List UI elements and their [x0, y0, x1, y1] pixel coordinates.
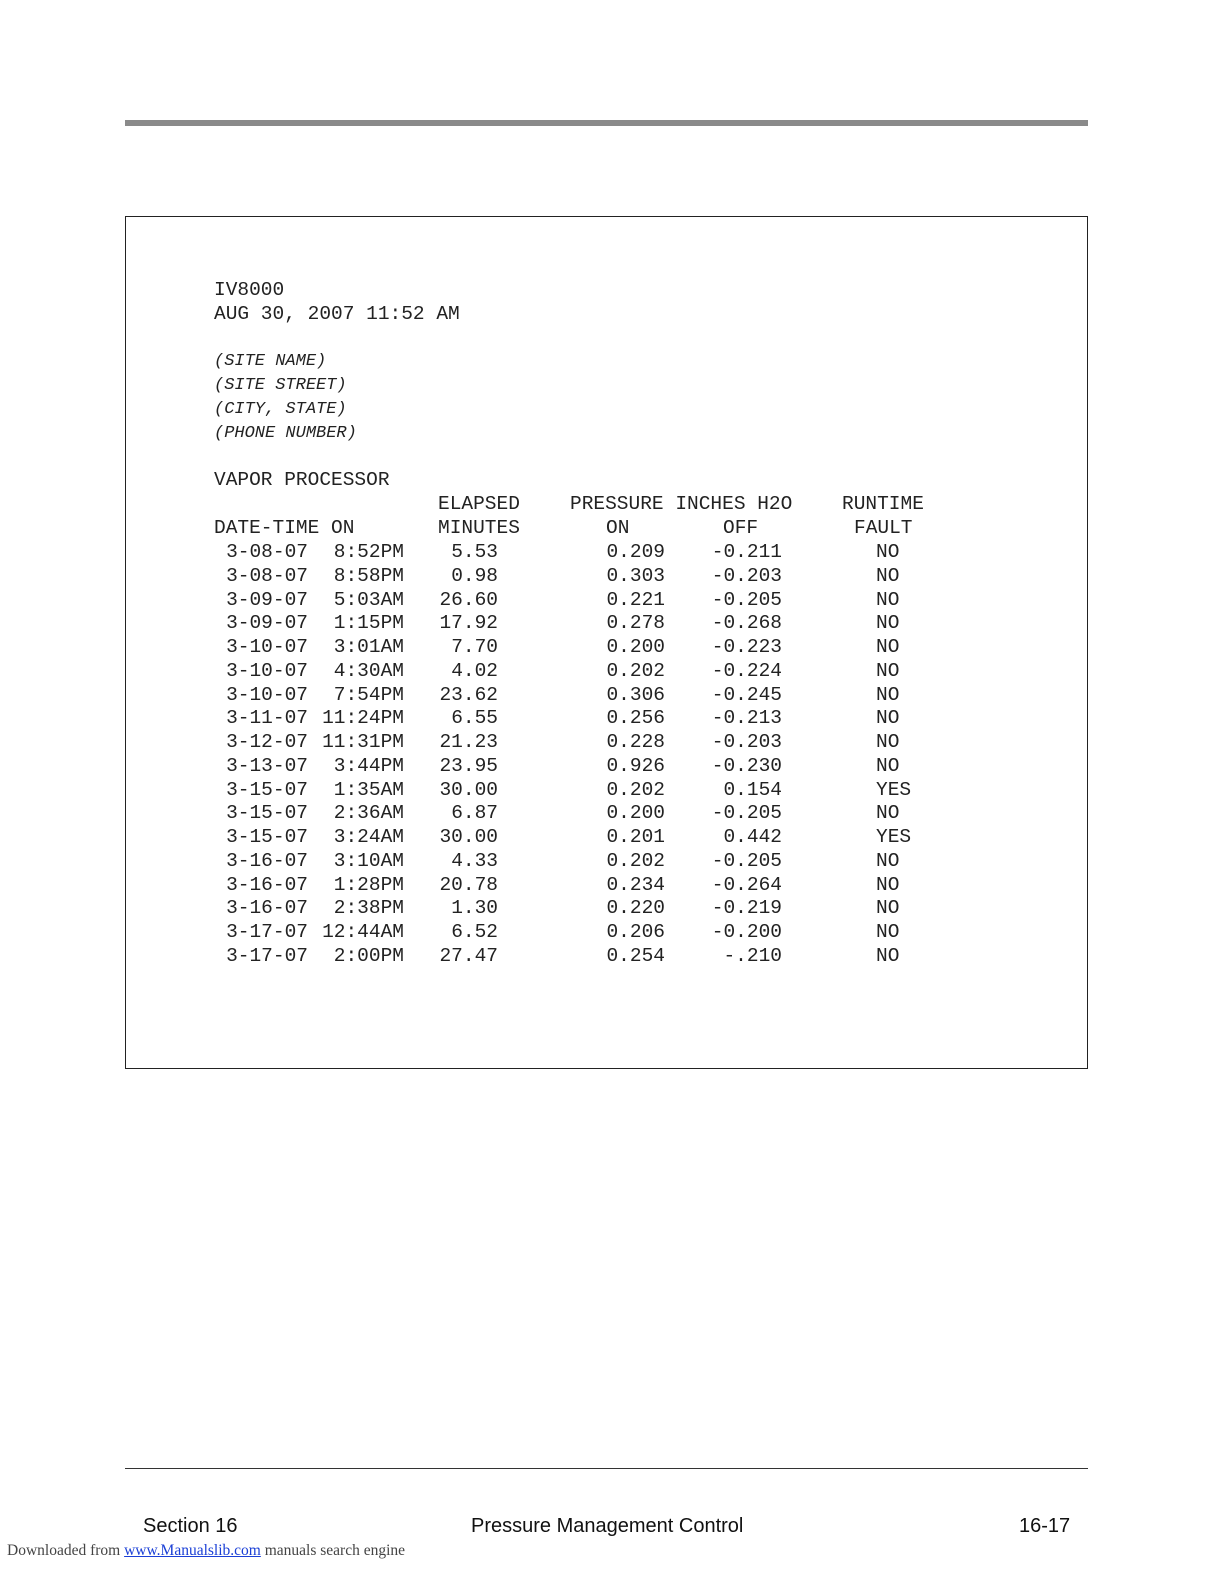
cell-minutes: 6.55 [451, 707, 498, 730]
manualslib-link[interactable]: www.Manualslib.com [124, 1542, 261, 1559]
table-row [126, 896, 1087, 920]
cell-minutes: 4.02 [451, 659, 498, 682]
cell-runtime-fault: NO [876, 873, 900, 896]
cell-pressure-on: 0.206 [606, 921, 665, 943]
cell-runtime-fault: NO [876, 731, 900, 753]
cell-pressure-on: 0.306 [606, 683, 665, 706]
cell-time: 2:38PM [333, 897, 404, 920]
table-row [126, 849, 1087, 873]
cell-pressure-off: -0.264 [711, 873, 782, 896]
cell-pressure-off: -0.200 [711, 921, 782, 943]
cell-time: 7:54PM [333, 683, 404, 706]
table-row [126, 754, 1087, 778]
cell-runtime-fault: NO [876, 802, 900, 825]
cell-pressure-off: -0.219 [711, 897, 782, 920]
cell-date: 3-10-07 [226, 636, 308, 658]
table-row [126, 706, 1087, 730]
site-name: (SITE NAME) [214, 352, 327, 371]
cell-time: 3:10AM [333, 849, 404, 872]
cell-pressure-on: 0.221 [606, 588, 665, 611]
cell-pressure-off: -0.245 [711, 683, 782, 706]
cell-runtime-fault: NO [876, 921, 900, 943]
cell-runtime-fault: NO [876, 588, 900, 611]
watermark-prefix: Downloaded from [7, 1542, 121, 1559]
cell-pressure-off: -0.205 [711, 849, 782, 872]
cell-date: 3-12-07 [226, 731, 308, 753]
cell-pressure-off: -0.205 [711, 802, 782, 825]
cell-pressure-on: 0.200 [606, 636, 665, 658]
cell-minutes: 20.78 [439, 873, 498, 896]
cell-time: 2:36AM [333, 802, 404, 825]
cell-pressure-off: -0.203 [711, 564, 782, 587]
cell-time: 3:44PM [333, 754, 404, 777]
cell-pressure-on: 0.303 [606, 564, 665, 587]
cell-runtime-fault: NO [876, 636, 900, 658]
header-minutes: MINUTES [438, 517, 520, 539]
cell-minutes: 6.87 [451, 802, 498, 825]
site-street: (SITE STREET) [214, 376, 347, 395]
cell-pressure-off: -0.211 [711, 541, 782, 563]
cell-runtime-fault: YES [876, 778, 912, 801]
cell-date: 3-17-07 [226, 944, 308, 967]
cell-time: 3:01AM [333, 636, 404, 658]
table-row [126, 635, 1087, 659]
cell-date: 3-10-07 [226, 683, 308, 706]
table-row [126, 825, 1087, 849]
cell-time: 5:03AM [333, 588, 404, 611]
cell-minutes: 1.30 [451, 897, 498, 920]
cell-date: 3-15-07 [226, 802, 308, 825]
table-row [126, 778, 1087, 802]
cell-date: 3-08-07 [226, 564, 308, 587]
cell-pressure-off: -0.224 [711, 659, 782, 682]
header-off: OFF [723, 517, 759, 539]
header-fault: FAULT [854, 517, 913, 539]
phone-number: (PHONE NUMBER) [214, 424, 357, 443]
cell-pressure-off: -0.230 [711, 754, 782, 777]
cell-time: 8:52PM [333, 541, 404, 563]
cell-date: 3-11-07 [226, 707, 308, 730]
device-name: IV8000 [214, 279, 285, 301]
cell-pressure-on: 0.202 [606, 778, 665, 801]
cell-runtime-fault: NO [876, 707, 900, 730]
footer-page-number: 16-17 [1019, 1515, 1071, 1537]
cell-time: 11:24PM [322, 707, 404, 730]
cell-pressure-off: -0.223 [711, 636, 782, 658]
cell-pressure-on: 0.220 [606, 897, 665, 920]
cell-runtime-fault: NO [876, 683, 900, 706]
footer-section: Section 16 [143, 1515, 238, 1537]
cell-date: 3-17-07 [226, 921, 308, 943]
cell-minutes: 5.53 [451, 541, 498, 563]
cell-pressure-off: 0.154 [723, 778, 782, 801]
watermark-suffix: manuals search engine [264, 1542, 406, 1559]
cell-pressure-off: -0.205 [711, 588, 782, 611]
table-row [126, 588, 1087, 612]
cell-date: 3-16-07 [226, 849, 308, 872]
cell-minutes: 27.47 [439, 944, 498, 967]
cell-minutes: 17.92 [439, 612, 498, 635]
cell-runtime-fault: NO [876, 659, 900, 682]
cell-runtime-fault: NO [876, 754, 900, 777]
cell-time: 11:31PM [322, 731, 404, 753]
header-elapsed: ELAPSED [438, 493, 520, 515]
cell-minutes: 30.00 [439, 778, 498, 801]
cell-pressure-on: 0.201 [606, 826, 665, 848]
cell-pressure-on: 0.926 [606, 754, 665, 777]
cell-minutes: 7.70 [451, 636, 498, 658]
cell-minutes: 4.33 [451, 849, 498, 872]
cell-pressure-on: 0.209 [606, 541, 665, 563]
cell-pressure-off: -0.203 [711, 731, 782, 753]
cell-minutes: 6.52 [451, 921, 498, 943]
cell-pressure-on: 0.202 [606, 659, 665, 682]
section-title: VAPOR PROCESSOR [214, 469, 390, 491]
header-datetime-on: DATE-TIME ON [214, 517, 355, 539]
table-row [126, 920, 1087, 944]
cell-date: 3-16-07 [226, 873, 308, 896]
cell-runtime-fault: NO [876, 564, 900, 587]
cell-pressure-on: 0.202 [606, 849, 665, 872]
table-row [126, 944, 1087, 968]
table-row [126, 564, 1087, 588]
cell-runtime-fault: NO [876, 541, 900, 563]
cell-runtime-fault: NO [876, 897, 900, 920]
cell-minutes: 23.95 [439, 754, 498, 777]
city-state: (CITY, STATE) [214, 400, 347, 419]
footer-title: Pressure Management Control [471, 1515, 744, 1537]
table-row [126, 873, 1087, 897]
cell-runtime-fault: YES [876, 826, 912, 848]
cell-date: 3-08-07 [226, 541, 308, 563]
footer-rule [125, 1468, 1088, 1469]
cell-time: 2:00PM [333, 944, 404, 967]
table-row [126, 730, 1087, 754]
table-row [126, 801, 1087, 825]
cell-pressure-off: -0.268 [711, 612, 782, 635]
cell-pressure-on: 0.234 [606, 873, 665, 896]
cell-date: 3-15-07 [226, 826, 308, 848]
cell-date: 3-16-07 [226, 897, 308, 920]
table-row [126, 611, 1087, 635]
cell-time: 3:24AM [333, 826, 404, 848]
report-printout [125, 216, 1088, 1069]
cell-minutes: 0.98 [451, 564, 498, 587]
cell-minutes: 21.23 [439, 731, 498, 753]
cell-time: 1:15PM [333, 612, 404, 635]
cell-pressure-off: -0.213 [711, 707, 782, 730]
header-on: ON [606, 517, 630, 539]
cell-pressure-on: 0.254 [606, 944, 665, 967]
cell-minutes: 30.00 [439, 826, 498, 848]
cell-pressure-off: 0.442 [723, 826, 782, 848]
table-row [126, 683, 1087, 707]
cell-pressure-on: 0.256 [606, 707, 665, 730]
cell-pressure-off: -.210 [723, 944, 782, 967]
cell-date: 3-13-07 [226, 754, 308, 777]
cell-runtime-fault: NO [876, 612, 900, 635]
cell-time: 12:44AM [322, 921, 404, 943]
cell-pressure-on: 0.278 [606, 612, 665, 635]
cell-minutes: 26.60 [439, 588, 498, 611]
header-runtime: RUNTIME [842, 493, 924, 515]
cell-time: 1:28PM [333, 873, 404, 896]
cell-date: 3-09-07 [226, 612, 308, 635]
cell-pressure-on: 0.200 [606, 802, 665, 825]
cell-date: 3-09-07 [226, 588, 308, 611]
cell-runtime-fault: NO [876, 849, 900, 872]
header-pressure: PRESSURE INCHES H2O [570, 493, 793, 515]
cell-date: 3-10-07 [226, 659, 308, 682]
table-row [126, 659, 1087, 683]
header-rule [125, 120, 1088, 126]
cell-time: 4:30AM [333, 659, 404, 682]
cell-runtime-fault: NO [876, 944, 900, 967]
report-datetime: AUG 30, 2007 11:52 AM [214, 303, 460, 325]
cell-pressure-on: 0.228 [606, 731, 665, 753]
cell-minutes: 23.62 [439, 683, 498, 706]
cell-time: 1:35AM [333, 778, 404, 801]
table-row [126, 540, 1087, 564]
cell-date: 3-15-07 [226, 778, 308, 801]
download-watermark [7, 1542, 405, 1560]
cell-time: 8:58PM [333, 564, 404, 587]
